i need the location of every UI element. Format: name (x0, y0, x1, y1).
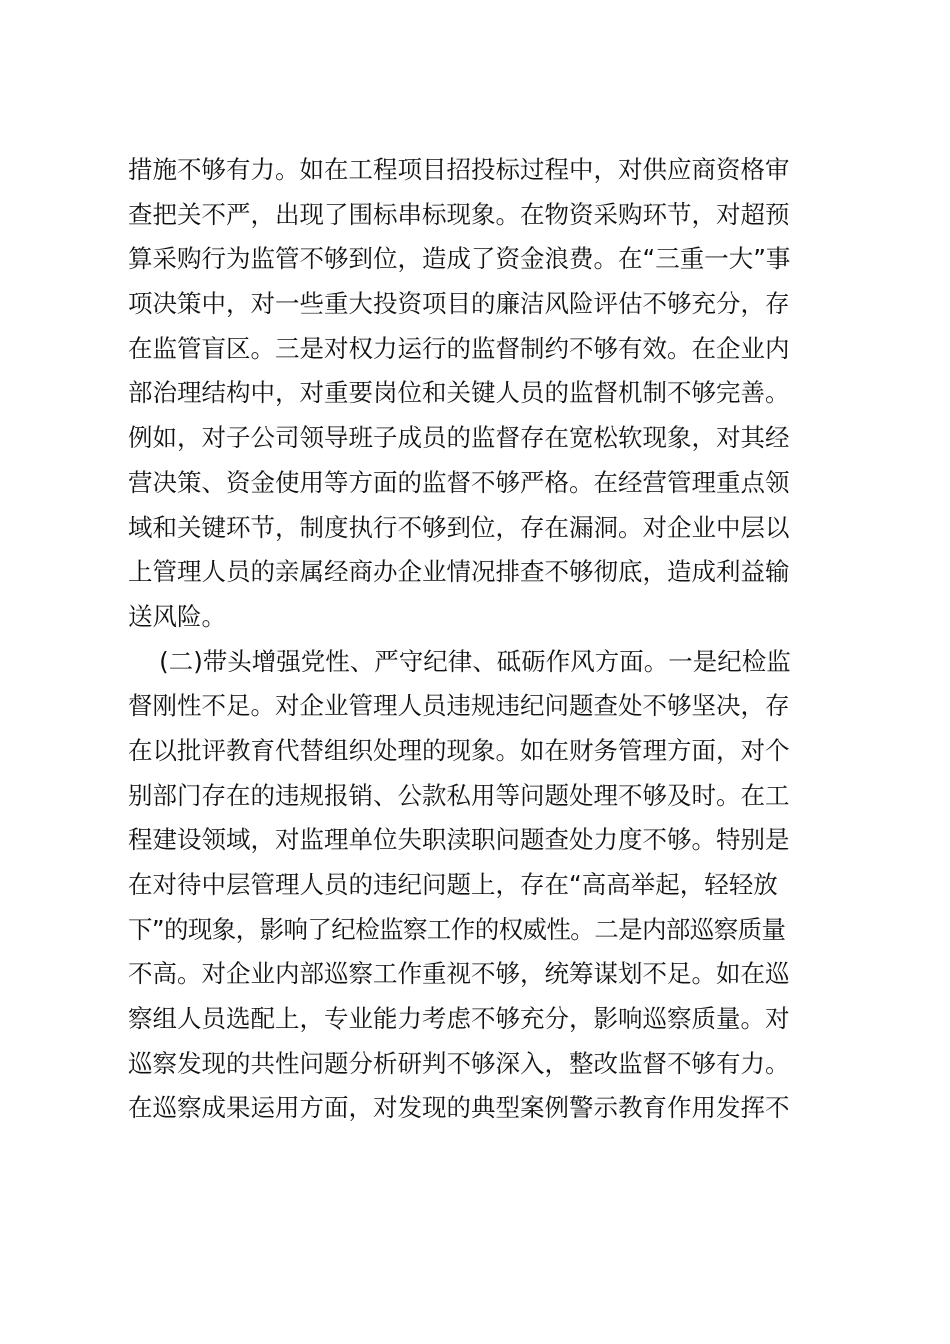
body-text (128, 148, 828, 1131)
text-line: 域和关键环节，制度执行不够到位，存在漏洞。对企业中层以 (128, 512, 790, 542)
section-heading-line: (二)带头增强党性、严守纪律、砥砺作风方面。一是纪检监 (128, 646, 791, 676)
text-line: 在监管盲区。三是对权力运行的监督制约不够有效。在企业内 (128, 333, 790, 363)
text-line: 送风险。 (128, 601, 226, 631)
text-line: 程建设领域，对监理单位失职渎职问题查处力度不够。特别是 (128, 825, 790, 855)
text-line: 巡察发现的共性问题分析研判不够深入，整改监督不够有力。 (128, 1048, 790, 1078)
text-line: 例如，对子公司领导班子成员的监督存在宽松软现象，对其经 (128, 423, 790, 453)
text-line: 在以批评教育代替组织处理的现象。如在财务管理方面，对个 (128, 735, 790, 765)
text-line: 在对待中层管理人员的违纪问题上，存在“高高举起，轻轻放 (128, 870, 778, 899)
text-line: 在巡察成果运用方面，对发现的典型案例警示教育作用发挥不 (128, 1093, 790, 1123)
text-line: 上管理人员的亲属经商办企业情况排查不够彻底，造成利益输 (128, 557, 790, 587)
text-line: 查把关不严，出现了围标串标现象。在物资采购环节，对超预 (128, 199, 790, 229)
text-line: 别部门存在的违规报销、公款私用等问题处理不够及时。在工 (128, 780, 790, 810)
text-line: 措施不够有力。如在工程项目招投标过程中，对供应商资格审 (128, 155, 790, 184)
text-line: 算采购行为监管不够到位，造成了资金浪费。在“三重一大”事 (128, 244, 791, 274)
text-line: 督刚性不足。对企业管理人员违规违纪问题查处不够坚决，存 (128, 691, 790, 721)
text-line: 项决策中，对一些重大投资项目的廉洁风险评估不够充分，存 (128, 289, 790, 319)
text-line: 部治理结构中，对重要岗位和关键人员的监督机制不够完善。 (128, 378, 790, 408)
text-line: 不高。对企业内部巡察工作重视不够，统筹谋划不足。如在巡 (128, 959, 790, 989)
text-line: 察组人员选配上，专业能力考虑不够充分，影响巡察质量。对 (128, 1004, 790, 1034)
text-line: 营决策、资金使用等方面的监督不够严格。在经营管理重点领 (128, 467, 790, 497)
text-line: 下”的现象，影响了纪检监察工作的权威性。二是内部巡察质量 (128, 914, 786, 944)
